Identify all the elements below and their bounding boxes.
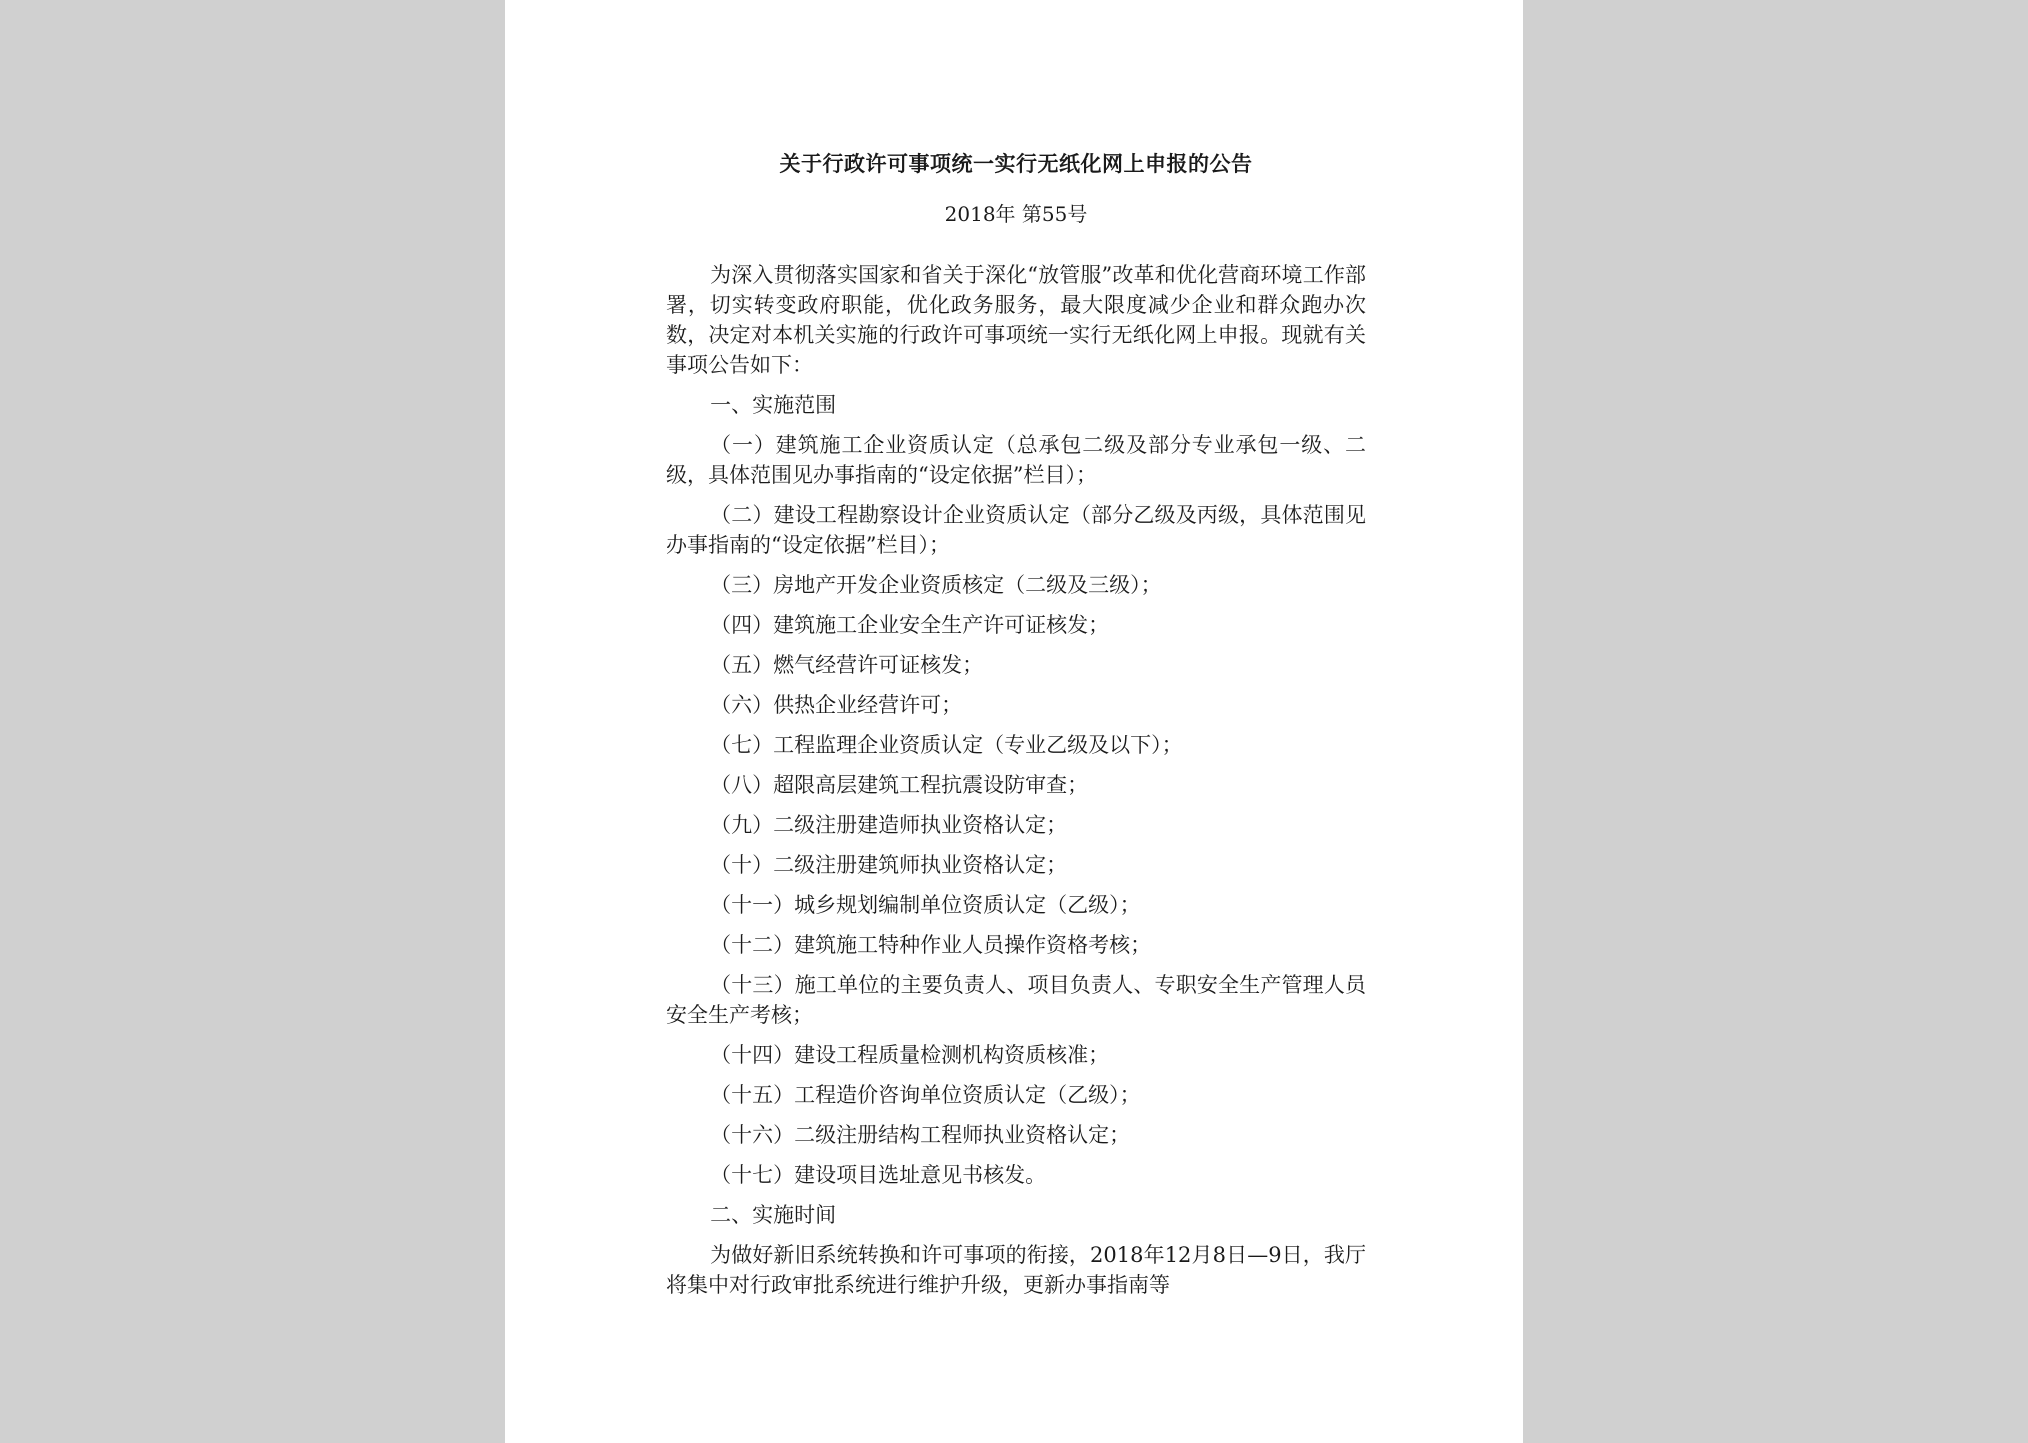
time-paragraph: 为做好新旧系统转换和许可事项的衔接，2018年12月8日—9日，我厅将集中对行政审批系统进行维护升级，更新办事指南等	[666, 1243, 1366, 1297]
scope-item-10: （十）二级注册建筑师执业资格认定；	[710, 853, 1068, 877]
scope-item-3: （三）房地产开发企业资质核定（二级及三级）；	[710, 573, 1162, 597]
intro-paragraph: 为深入贯彻落实国家和省关于深化“放管服”改革和优化营商环境工作部署，切实转变政府职能，优化政务服务，最大限度减少企业和群众跑办次数，决定对本机关实施的行政许可事项统一实行无纸化网上申报。现就有关事项公告如下：	[666, 263, 1366, 377]
document-body	[666, 146, 1366, 1310]
scope-item-8: （八）超限高层建筑工程抗震设防审查；	[710, 773, 1089, 797]
scope-item-9: （九）二级注册建造师执业资格认定；	[710, 813, 1068, 837]
scope-item-14: （十四）建设工程质量检测机构资质核准；	[710, 1043, 1110, 1067]
scope-item-4: （四）建筑施工企业安全生产许可证核发；	[710, 613, 1110, 637]
scope-item-2: （二）建设工程勘察设计企业资质认定（部分乙级及丙级，具体范围见办事指南的“设定依据”栏目）；	[666, 503, 1366, 557]
scope-item-15: （十五）工程造价咨询单位资质认定（乙级）；	[710, 1083, 1141, 1107]
scope-item-7: （七）工程监理企业资质认定（专业乙级及以下）；	[710, 733, 1183, 757]
document-title: 关于行政许可事项统一实行无纸化网上申报的公告	[779, 151, 1253, 176]
scope-item-5: （五）燃气经营许可证核发；	[710, 653, 984, 677]
scope-item-16: （十六）二级注册结构工程师执业资格认定；	[710, 1123, 1131, 1147]
scope-item-12: （十二）建筑施工特种作业人员操作资格考核；	[710, 933, 1152, 957]
section-heading-time: 二、实施时间	[710, 1203, 837, 1227]
scope-item-6: （六）供热企业经营许可；	[710, 693, 963, 717]
document-page	[505, 0, 1523, 1443]
scope-item-11: （十一）城乡规划编制单位资质认定（乙级）；	[710, 893, 1141, 917]
section-heading-scope: 一、实施范围	[710, 393, 837, 417]
document-number: 2018年 第55号	[944, 202, 1088, 226]
scope-item-17: （十七）建设项目选址意见书核发。	[710, 1163, 1047, 1187]
scope-item-1: （一）建筑施工企业资质认定（总承包二级及部分专业承包一级、二级，具体范围见办事指南的“设定依据”栏目）；	[666, 433, 1366, 487]
scope-item-13: （十三）施工单位的主要负责人、项目负责人、专职安全生产管理人员安全生产考核；	[666, 973, 1366, 1027]
